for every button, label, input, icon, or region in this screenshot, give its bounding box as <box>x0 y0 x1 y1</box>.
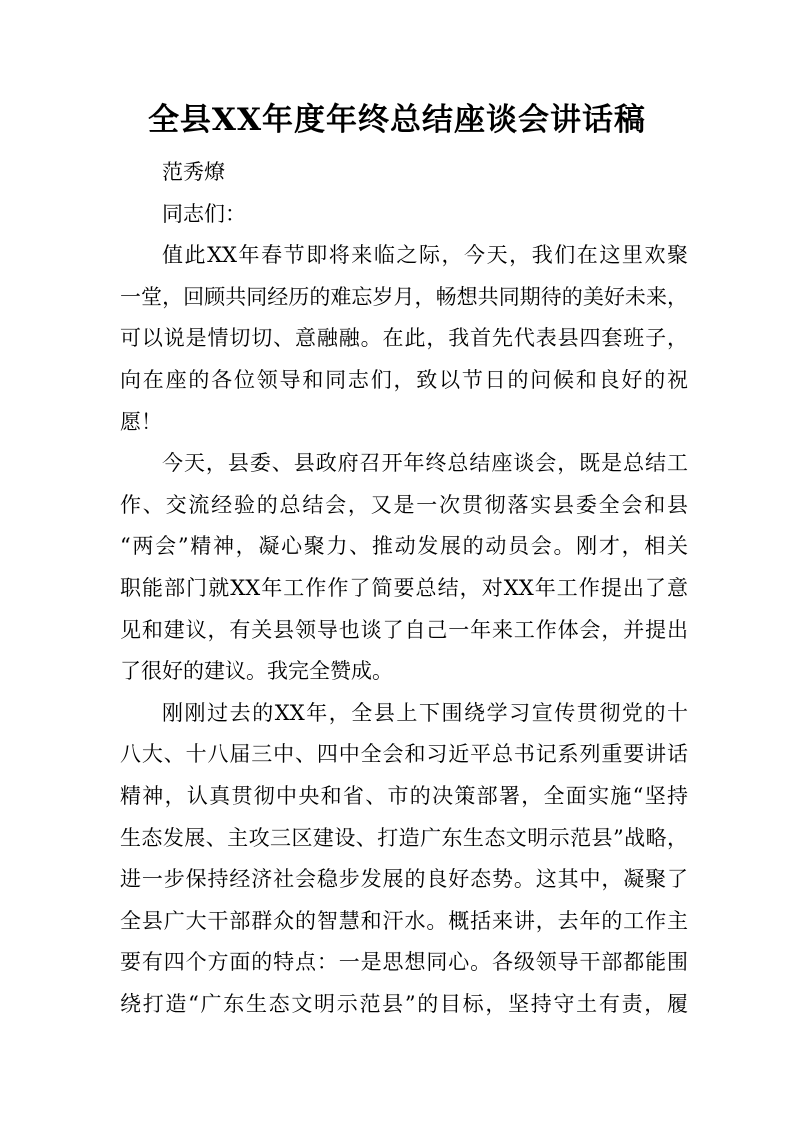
salutation: 同志们： <box>162 201 246 226</box>
paragraph-line: 八大、十八届三中、四中全会和习近平总书记系列重要讲话 <box>120 742 688 767</box>
paragraph-3 <box>120 693 688 1026</box>
paragraph-line: 要有四个方面的特点：一是思想同心。各级领导干部都能围 <box>120 950 688 975</box>
document-title: 全县XX年度年终总结座谈会讲话稿 <box>147 102 647 138</box>
paragraph-line: 一堂，回顾共同经历的难忘岁月，畅想共同期待的美好未来， <box>120 284 688 309</box>
author-name: 范秀燎 <box>162 160 225 184</box>
paragraph-line: 进一步保持经济社会稳步发展的良好态势。这其中，凝聚了 <box>120 867 688 892</box>
paragraph-line: 生态发展、主攻三区建设、打造广东生态文明示范县”战略， <box>120 825 688 850</box>
paragraph-line: 作、交流经验的总结会，又是一次贯彻落实县委全会和县 <box>120 492 688 517</box>
paragraph-line: 愿！ <box>120 409 162 434</box>
paragraph-line: “两会”精神，凝心聚力、推动发展的动员会。刚才，相关 <box>120 534 688 559</box>
paragraph-line: 了很好的建议。我完全赞成。 <box>120 659 393 684</box>
paragraph-line: 今天，县委、县政府召开年终总结座谈会，既是总结工 <box>162 451 688 476</box>
paragraph-1 <box>120 235 688 443</box>
document-body <box>120 152 688 1025</box>
paragraph-line: 职能部门就XX年工作作了简要总结，对XX年工作提出了意 <box>120 575 688 600</box>
paragraph-line: 值此XX年春节即将来临之际，今天，我们在这里欢聚 <box>162 243 688 268</box>
paragraph-line: 全县广大干部群众的智慧和汗水。概括来讲，去年的工作主 <box>120 908 688 933</box>
paragraph-line: 见和建议，有关县领导也谈了自己一年来工作体会，并提出 <box>120 617 688 642</box>
paragraph-line: 向在座的各位领导和同志们，致以节日的问候和良好的祝 <box>120 367 688 392</box>
paragraph-line: 精神，认真贯彻中央和省、市的决策部署，全面实施“坚持 <box>120 783 688 808</box>
paragraph-2 <box>120 443 688 693</box>
paragraph-line: 绕打造“广东生态文明示范县”的目标，坚持守土有责，履 <box>120 991 688 1016</box>
paragraph-line: 可以说是情切切、意融融。在此，我首先代表县四套班子， <box>120 326 688 351</box>
paragraph-line: 刚刚过去的XX年，全县上下围绕学习宣传贯彻党的十 <box>162 700 688 725</box>
